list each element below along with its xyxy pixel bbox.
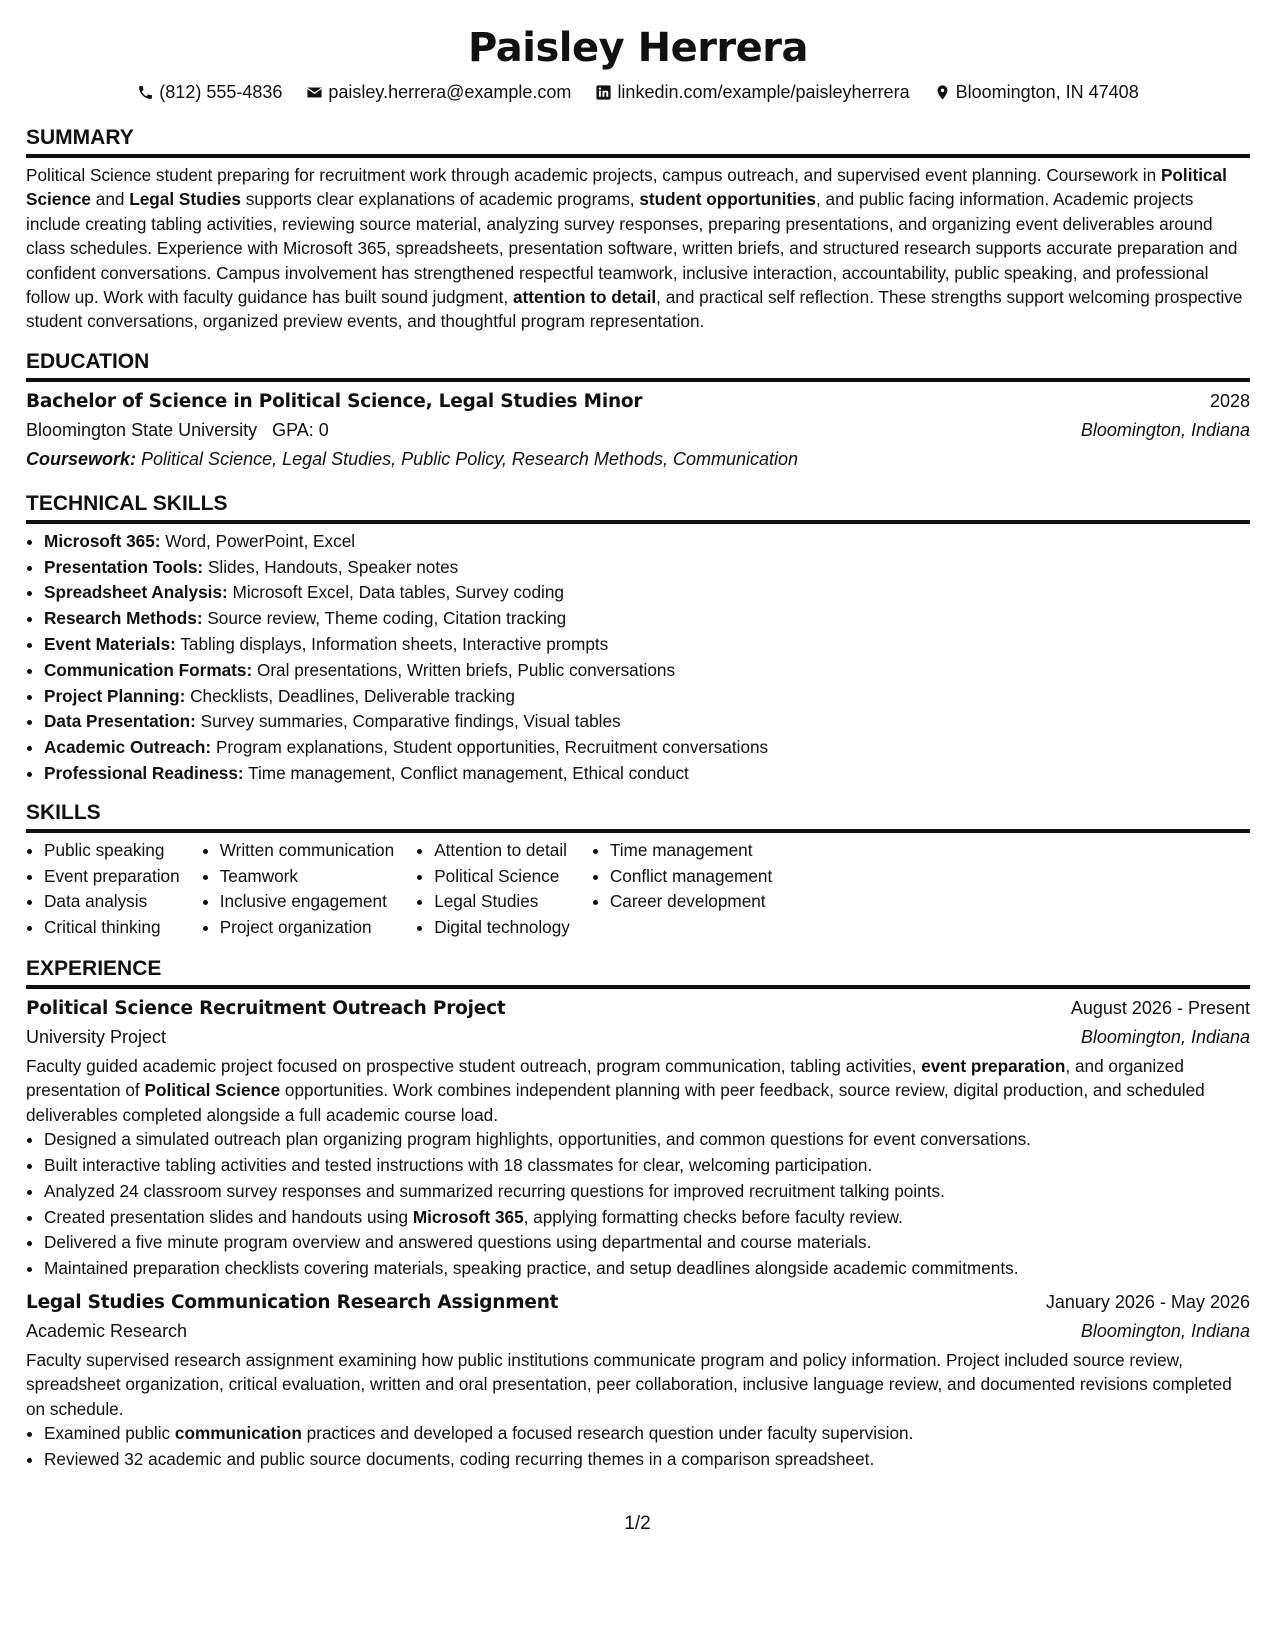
job-title: Legal Studies Communication Research Assignment <box>26 1292 559 1313</box>
summary-text-part: supports clear explanations of academic programs, <box>240 189 640 210</box>
list-item: • Project organization <box>220 915 395 941</box>
list-item <box>44 580 1250 606</box>
gpa: GPA: 0 <box>272 419 329 440</box>
education-header-row <box>26 387 1250 416</box>
job-description-bold: event preparation <box>921 1056 1066 1076</box>
skill-category: Professional Readiness: <box>44 763 244 784</box>
graduation-year: 2028 <box>1209 390 1250 411</box>
job-dates: January 2026 - May 2026 <box>1045 1292 1250 1312</box>
list-item: • Built interactive tabling activities and tested instructions with 18 classmates for clear, welcoming participation. <box>44 1153 1250 1179</box>
section-title-experience: EXPERIENCE <box>26 955 1250 989</box>
contact-location <box>934 80 1139 104</box>
job-dates: August 2026 - Present <box>1070 998 1250 1018</box>
job-org-row <box>26 1317 1250 1346</box>
job-bullets <box>26 1421 1250 1473</box>
skills-column <box>416 838 570 941</box>
list-item: • Attention to detail <box>434 838 570 864</box>
phone-icon <box>137 84 154 101</box>
list-item: • Data analysis <box>44 889 180 915</box>
contact-linkedin[interactable] <box>595 80 909 104</box>
job-location: Bloomington, Indiana <box>1080 1027 1250 1047</box>
list-item: • Inclusive engagement <box>220 889 395 915</box>
list-item: • Critical thinking <box>44 915 180 941</box>
skill-values: Program explanations, Student opportunities, Recruitment conversations <box>211 737 769 758</box>
bullet-text: Created presentation slides and handouts using <box>44 1206 413 1227</box>
contact-email[interactable] <box>306 80 571 104</box>
skills-column <box>202 838 395 941</box>
skill-category: Event Materials: <box>44 634 176 655</box>
education-school-row <box>26 416 1250 445</box>
list-item <box>44 529 1250 555</box>
job-bullets <box>26 1127 1250 1282</box>
linkedin-text: linkedin.com/example/paisleyherrera <box>617 82 910 102</box>
skills-section <box>26 799 1250 941</box>
contact-phone[interactable] <box>137 80 282 104</box>
list-item: • Time management <box>610 838 772 864</box>
email-text: paisley.herrera@example.com <box>328 82 572 102</box>
section-title-technical-skills: TECHNICAL SKILLS <box>26 490 1250 524</box>
job-description-part: Faculty guided academic project focused on prospective student outreach, program communication, tabling activities, <box>26 1056 922 1076</box>
map-pin-icon <box>934 84 951 101</box>
list-item <box>44 709 1250 735</box>
job-org-row <box>26 1023 1250 1052</box>
skill-category: Microsoft 365: <box>44 530 161 551</box>
list-item: • Teamwork <box>220 864 395 890</box>
list-item: • Analyzed 24 classroom survey responses and summarized recurring questions for improved recruitment talking points. <box>44 1179 1250 1205</box>
summary-section <box>26 124 1250 334</box>
skill-values: Checklists, Deadlines, Deliverable tracking <box>185 685 515 706</box>
skill-values: Survey summaries, Comparative findings, Visual tables <box>195 711 621 732</box>
bullet-bold: Microsoft 365 <box>412 1206 524 1227</box>
skill-category: Research Methods: <box>44 608 203 629</box>
list-item: • Career development <box>610 889 772 915</box>
summary-text-part: Political Science student preparing for recruitment work through academic projects, campus outreach, and supervised event planning. Coursework in <box>26 165 1161 185</box>
page-number: 1/2 <box>624 1513 651 1534</box>
summary-text <box>26 163 1250 334</box>
list-item: • Conflict management <box>610 864 772 890</box>
skill-category: Data Presentation: <box>44 711 196 732</box>
bullet-text: , applying formatting checks before faculty review. <box>523 1206 903 1227</box>
skill-values: Oral presentations, Written briefs, Public conversations <box>252 659 676 680</box>
phone-text: (812) 555-4836 <box>159 82 283 102</box>
list-item <box>44 658 1250 684</box>
section-title-education: EDUCATION <box>26 348 1250 382</box>
contact-bar <box>26 80 1250 104</box>
job-title: Political Science Recruitment Outreach Project <box>26 998 506 1019</box>
list-item <box>44 1421 1250 1447</box>
list-item: • Reviewed 32 academic and public source documents, coding recurring themes in a comparison spreadsheet. <box>44 1447 1250 1473</box>
resume-page <box>26 22 1250 1473</box>
school-name: Bloomington State University <box>26 419 258 440</box>
school-line <box>26 416 329 445</box>
list-item <box>44 606 1250 632</box>
experience-section <box>26 955 1250 1473</box>
summary-text-part: , and practical self reflection. These strengths support welcoming prospective student conversations, organized preview events, and thoughtful program representation. <box>26 287 1243 332</box>
skills-grid <box>26 838 1250 941</box>
list-item <box>44 555 1250 581</box>
job-organization: Academic Research <box>26 1321 188 1341</box>
list-item: • Digital technology <box>434 915 570 941</box>
education-section <box>26 348 1250 474</box>
skill-values: Source review, Theme coding, Citation tracking <box>202 608 567 629</box>
list-item <box>44 684 1250 710</box>
job-description-bold: Political Science <box>144 1080 281 1101</box>
experience-entry <box>26 1288 1250 1473</box>
list-item <box>44 632 1250 658</box>
coursework-list: Political Science, Legal Studies, Public Policy, Research Methods, Communication <box>136 448 799 469</box>
list-item: • Maintained preparation checklists covering materials, speaking practice, and setup deadlines alongside academic commitments. <box>44 1256 1250 1282</box>
skills-column <box>592 838 772 941</box>
job-description-part: opportunities. Work combines independent planning with peer feedback, source review, digital production, and scheduled deliverables completed alongside a full academic course load. <box>26 1080 1205 1125</box>
skill-values: Microsoft Excel, Data tables, Survey coding <box>227 582 564 603</box>
candidate-name: Paisley Herrera <box>468 25 808 71</box>
summary-bold: Legal Studies <box>129 189 241 210</box>
job-location: Bloomington, Indiana <box>1080 1321 1250 1341</box>
list-item: • Written communication <box>220 838 395 864</box>
skill-category: Presentation Tools: <box>44 556 204 577</box>
summary-text-part: , and public facing information. Academic projects include creating tabling activities, reviewing source material, analyzing survey responses, preparing presentations, and organizing event deliverables around class schedules. Experience with Microsoft 365, spreadsheets, presentation software, written briefs, and structured research supports accurate preparation and confident conversations. Campus involvement has strengthened respectful teamwork, inclusive interaction, accountability, public speaking, and professional follow up. Work with faculty guidance has built sound judgment, <box>26 189 1238 308</box>
list-item: • Political Science <box>434 864 570 890</box>
section-title-skills: SKILLS <box>26 799 1250 833</box>
job-header-row <box>26 1288 1250 1317</box>
skill-values: Word, PowerPoint, Excel <box>160 530 356 551</box>
job-description-part: , and organized presentation of <box>26 1056 1184 1101</box>
linkedin-icon <box>595 84 612 101</box>
skills-column <box>26 838 180 941</box>
list-item: • Legal Studies <box>434 889 570 915</box>
list-item <box>44 761 1250 787</box>
envelope-icon <box>306 84 323 101</box>
skill-category: Project Planning: <box>44 685 186 706</box>
technical-skills-list <box>26 529 1250 787</box>
job-header-row <box>26 994 1250 1023</box>
job-organization: University Project <box>26 1027 167 1047</box>
summary-text-part: and <box>90 189 130 210</box>
experience-entry <box>26 994 1250 1282</box>
job-description: Faculty supervised research assignment examining how public institutions communicate program and policy information. Project included source review, spreadsheet organization, critical evaluation, written and oral presentation, peer collaboration, inclusive language review, and documented revisions completed on schedule. <box>26 1350 1232 1419</box>
skill-category: Spreadsheet Analysis: <box>44 582 228 603</box>
school-location: Bloomington, Indiana <box>1080 419 1250 440</box>
list-item: • Public speaking <box>44 838 180 864</box>
summary-bold: Political Science <box>26 165 1227 210</box>
list-item: • Designed a simulated outreach plan organizing program highlights, opportunities, and common questions for event conversations. <box>44 1127 1250 1153</box>
skill-values: Time management, Conflict management, Ethical conduct <box>243 763 689 784</box>
bullet-text: practices and developed a focused research question under faculty supervision. <box>301 1423 914 1444</box>
coursework-label: Coursework: <box>26 448 137 469</box>
job-description <box>26 1054 1250 1127</box>
list-item: • Delivered a five minute program overview and answered questions using departmental and course materials. <box>44 1230 1250 1256</box>
summary-bold: attention to detail <box>512 287 657 308</box>
list-item <box>44 1205 1250 1231</box>
skill-values: Slides, Handouts, Speaker notes <box>203 556 459 577</box>
bullet-text: Examined public <box>44 1423 175 1444</box>
skill-category: Communication Formats: <box>44 659 253 680</box>
technical-skills-section <box>26 490 1250 787</box>
section-title-summary: SUMMARY <box>26 124 1250 158</box>
summary-bold: student opportunities <box>639 189 816 210</box>
skill-values: Tabling displays, Information sheets, Interactive prompts <box>175 634 609 655</box>
skill-category: Academic Outreach: <box>44 737 212 758</box>
degree-title: Bachelor of Science in Political Science, Legal Studies Minor <box>26 390 643 412</box>
list-item: • Event preparation <box>44 864 180 890</box>
coursework-line <box>26 445 1250 474</box>
list-item <box>44 735 1250 761</box>
bullet-bold: communication <box>174 1423 302 1444</box>
location-text: Bloomington, IN 47408 <box>955 82 1139 102</box>
